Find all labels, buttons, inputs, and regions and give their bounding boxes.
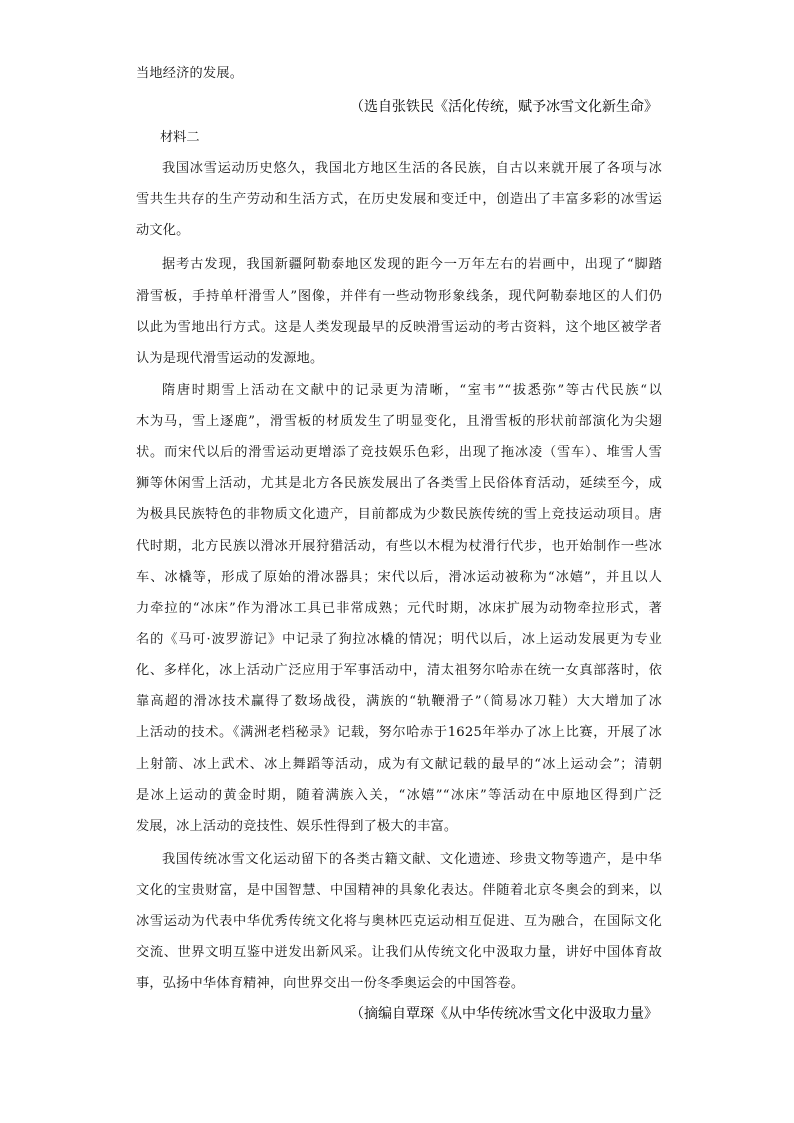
material1-tail: 当地经济的发展。 (136, 66, 244, 81)
paragraph-line: 靠高超的滑冰技术赢得了数场战役，满族的“轨鞭滑子”（简易冰刀鞋）大大增加了冰 (136, 694, 662, 709)
paragraph-line: 代时期，北方民族以滑冰开展狩猎活动，有些以木棍为杖滑行代步，也开始制作一些冰 (136, 539, 662, 554)
paragraph-line: 动文化。 (136, 223, 190, 238)
paragraph-line: 事，弘扬中华体育精神，向世界交出一份冬季奥运会的中国答卷。 (136, 976, 525, 991)
paragraph-line: 力牵拉的“冰床”作为滑冰工具已非常成熟；元代时期，冰床扩展为动物牵拉形式，著 (136, 601, 662, 616)
paragraph-line: 滑雪板，手持单杆滑雪人”图像，并伴有一些动物形象线条，现代阿勒泰地区的人们仍 (136, 289, 662, 304)
paragraph-line: 交流、世界文明互鉴中迸发出新风采。让我们从传统文化中汲取力量，讲好中国体育故 (136, 945, 662, 960)
paragraph-line: 我国冰雪运动历史悠久，我国北方地区生活的各民族，自古以来就开展了各项与冰 (162, 161, 662, 176)
paragraph-line: 文化的宝贵财富，是中国智慧、中国精神的具象化表达。伴随着北京冬奥会的到来，以 (136, 883, 662, 898)
paragraph-line: 我国传统冰雪文化运动留下的各类古籍文献、文化遗迹、珍贵文物等遗产，是中华 (162, 852, 662, 867)
paragraph-line: 化、多样化，冰上活动广泛应用于军事活动中，清太祖努尔哈赤在统一女真部落时，依 (136, 663, 662, 678)
paragraph-line: 狮等休闲雪上活动，尤其是北方各民族发展出了各类雪上民俗体育活动，延续至今，成 (136, 476, 662, 491)
paragraph-line: 状。而宋代以后的滑雪运动更增添了竞技娱乐色彩，出现了拖冰凌（雪车）、堆雪人雪 (136, 445, 662, 460)
paragraph-line: 木为马，雪上逐鹿”，滑雪板的材质发生了明显变化，且滑雪板的形状前部演化为尖翅 (136, 414, 662, 429)
paragraph-line: 隋唐时期雪上活动在文献中的记录更为清晰，“室韦”“拔悉弥”等古代民族“以 (162, 383, 662, 398)
material2-heading: 材料二 (160, 130, 200, 145)
paragraph-line: 上射箭、冰上武术、冰上舞蹈等活动，成为有文献记载的最早的“冰上运动会”；清朝 (136, 757, 662, 772)
paragraph-line: 认为是现代滑雪运动的发源地。 (136, 351, 324, 366)
paragraph-line: 冰雪运动为代表中华优秀传统文化将与奥林匹克运动相互促进、互为融合，在国际文化 (136, 914, 662, 929)
paragraph-line: 雪共生共存的生产劳动和生活方式，在历史发展和变迁中，创造出了丰富多彩的冰雪运 (136, 192, 662, 207)
paragraph-line: 车、冰橇等，形成了原始的滑冰器具；宋代以后，滑冰运动被称为“冰嬉”，并且以人 (136, 570, 662, 585)
paragraph-line: 发展，冰上活动的竞技性、娱乐性得到了极大的丰富。 (136, 819, 458, 834)
material2-source: （摘编自覃琛《从中华传统冰雪文化中汲取力量》 (350, 1006, 658, 1022)
paragraph-line: 上活动的技术。《满洲老档秘录》记载，努尔哈赤于1625年举办了冰上比赛，开展了冰 (136, 725, 662, 740)
paragraph-line: 据考古发现，我国新疆阿勒泰地区发现的距今一万年左右的岩画中，出现了“脚踏 (162, 257, 662, 272)
material1-source: （选自张铁民《活化传统，赋予冰雪文化新生命》 (350, 99, 658, 115)
paragraph-line: 是冰上运动的黄金时期，随着满族入关，“冰嬉”“冰床”等活动在中原地区得到广泛 (136, 788, 662, 803)
paragraph-line: 名的《马可·波罗游记》中记录了狗拉冰橇的情况；明代以后，冰上运动发展更为专业 (136, 632, 662, 647)
paragraph-line: 为极具民族特色的非物质文化遗产，目前都成为少数民族传统的雪上竞技运动项目。唐 (136, 507, 662, 522)
paragraph-line: 以此为雪地出行方式。这是人类发现最早的反映滑雪运动的考古资料，这个地区被学者 (136, 320, 662, 335)
